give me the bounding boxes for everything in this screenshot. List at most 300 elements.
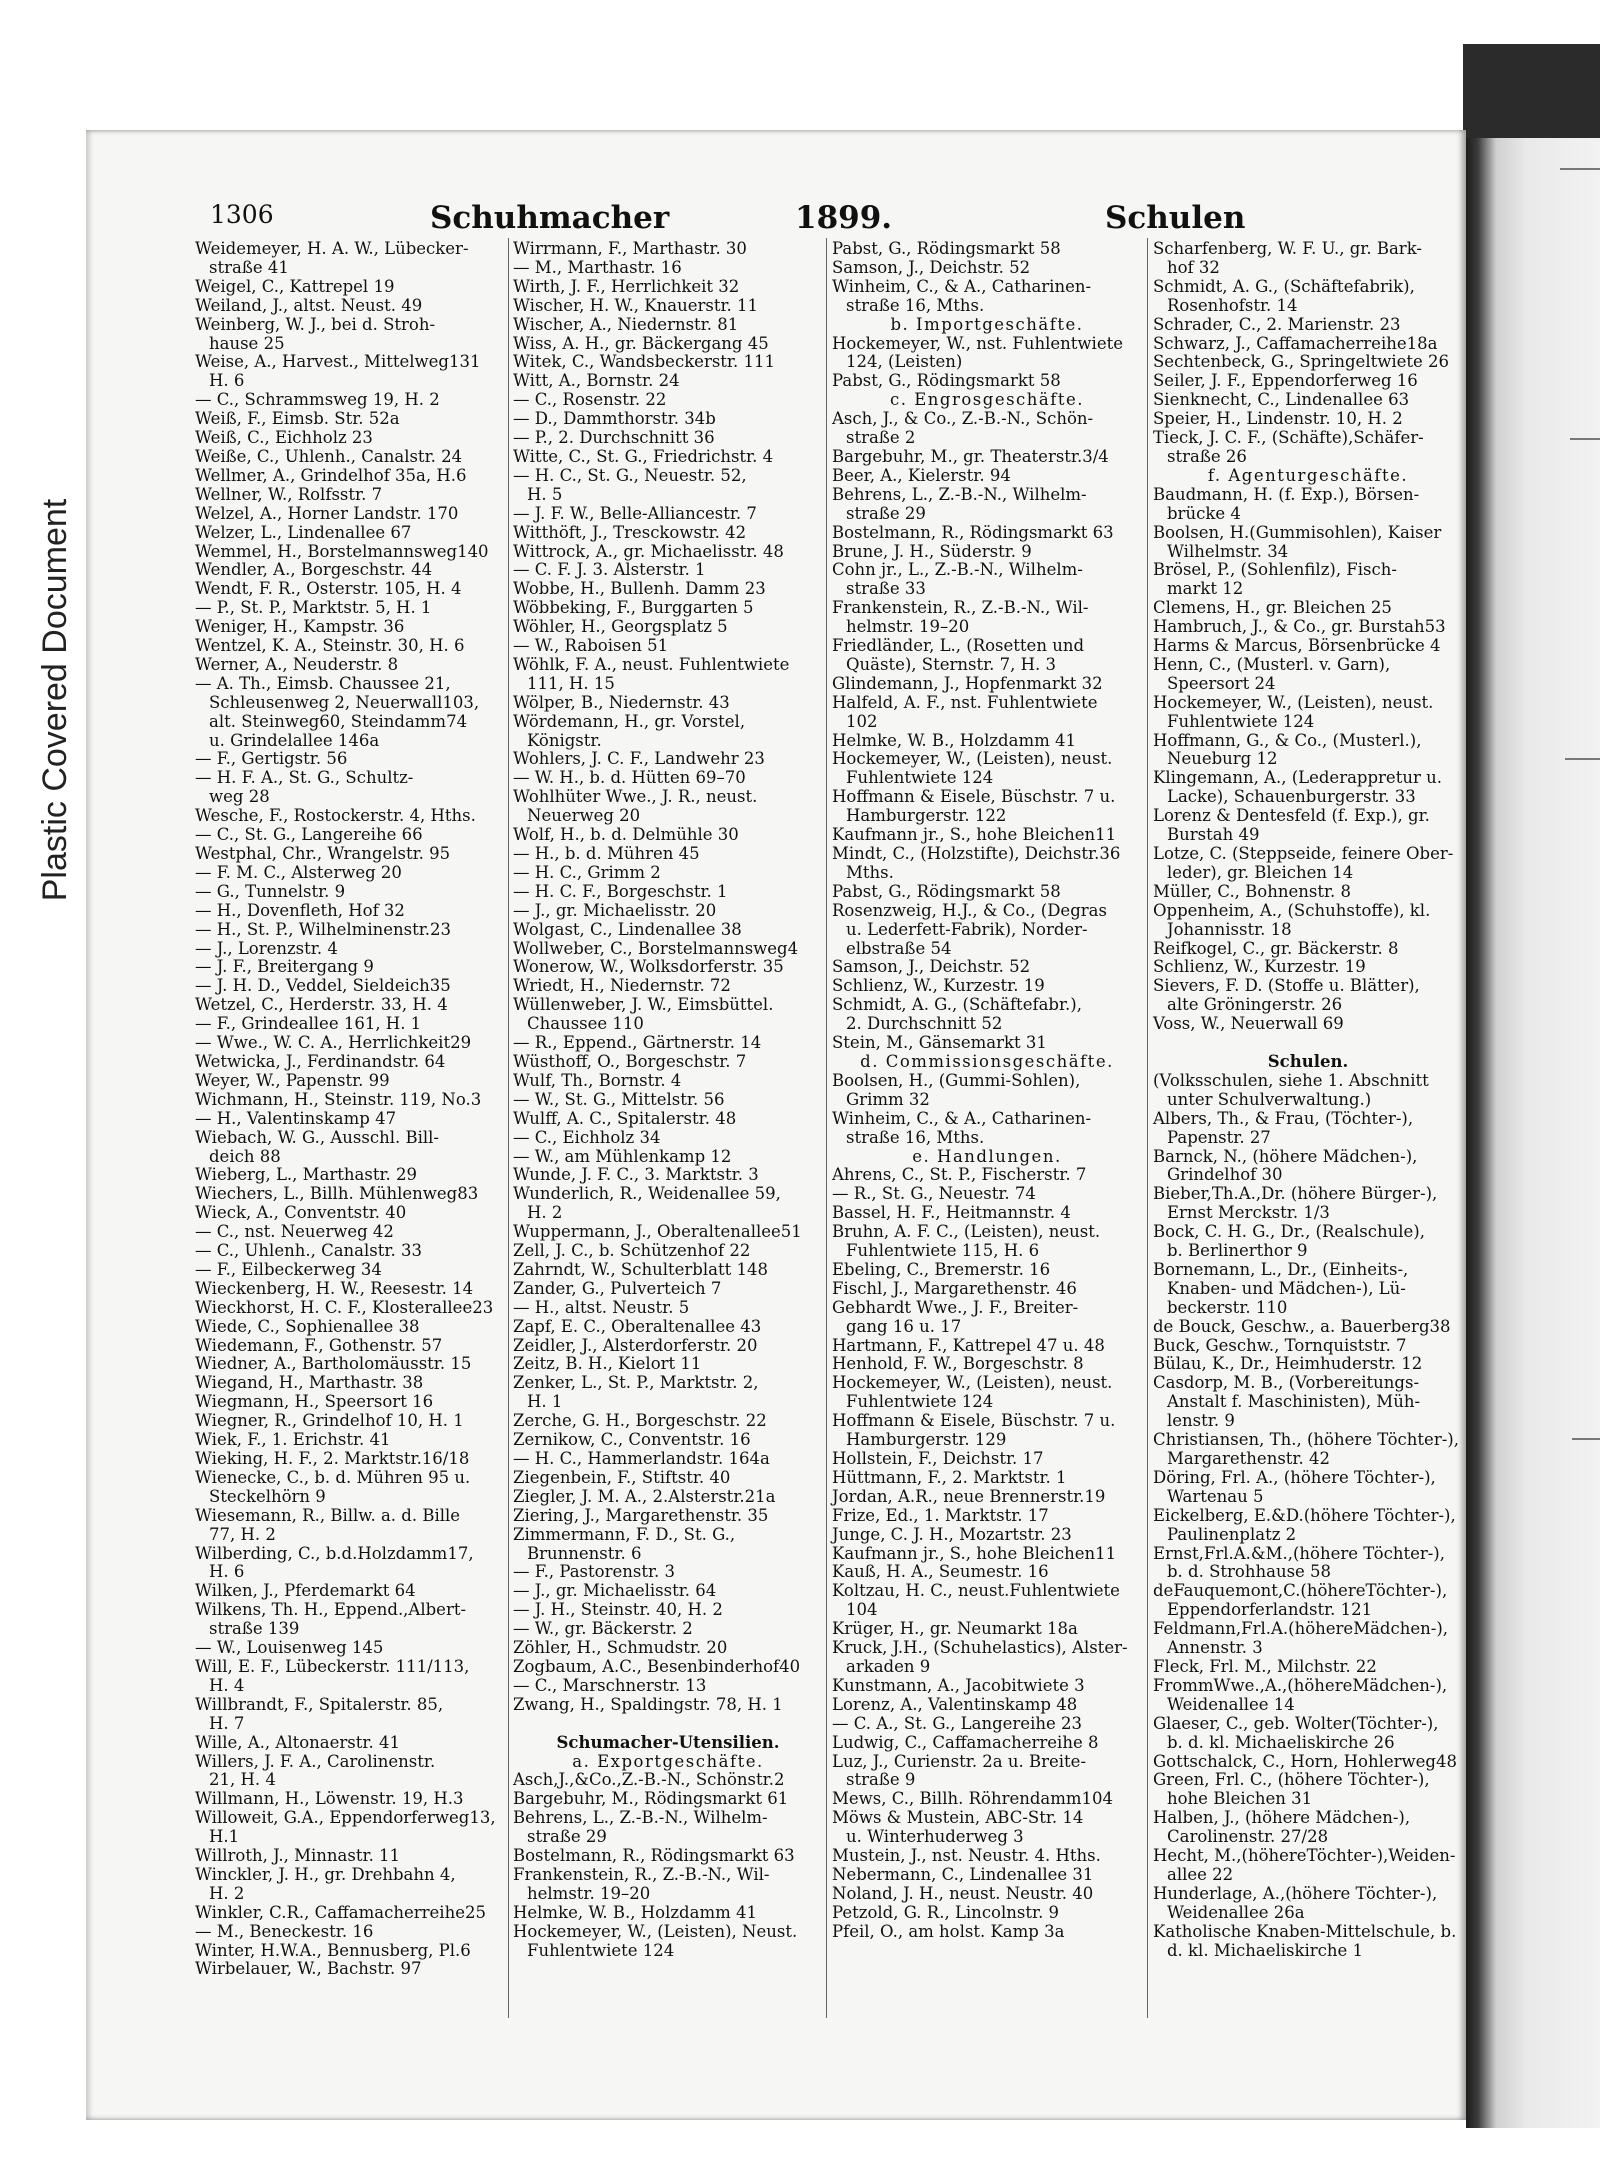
directory-entry-line: Beer, A., Kielerstr. 94 (832, 465, 1011, 485)
directory-entry-line: Halfeld, A. F., nst. Fuhlentwiete (832, 692, 1098, 712)
directory-entry-line: Harms & Marcus, Börsenbrücke 4 (1153, 636, 1441, 656)
spacer (513, 1715, 823, 1734)
directory-entry-line: alt. Steinweg60, Steindamm74 (209, 711, 468, 731)
directory-entry-line: Hunderlage, A.,(höhere Töchter-), (1153, 1883, 1438, 1903)
directory-entry-line: Bargebuhr, M., Rödingsmarkt 61 (513, 1789, 789, 1809)
directory-entry-line: — M., Marthastr. 16 (513, 257, 682, 277)
directory-entry-line: Wellner, W., Rolfsstr. 7 (195, 484, 383, 504)
directory-entry-line: Willmann, H., Löwenstr. 19, H.3 (195, 1789, 464, 1809)
directory-entry-line: straße 29 (527, 1827, 607, 1847)
directory-entry-line: Ludwig, C., Caffamacherreihe 8 (832, 1732, 1099, 1752)
directory-entry-line: Wüsthoff, O., Borgeschstr. 7 (513, 1051, 747, 1071)
directory-entry-line: Fuhlentwiete 124 (846, 1392, 994, 1412)
directory-entry-line: 124, (Leisten) (846, 352, 963, 372)
directory-entry-line: Witte, C., St. G., Friedrichstr. 4 (513, 446, 774, 466)
directory-entry-line: Kruck, J.H., (Schuhelastics), Alster- (832, 1638, 1128, 1658)
directory-entry-line: Wirbelauer, W., Bachstr. 97 (195, 1959, 422, 1979)
directory-entry-line: Weinberg, W. J., bei d. Stroh- (195, 314, 436, 334)
directory-entry-line: Witek, C., Wandsbeckerstr. 111 (513, 352, 775, 372)
directory-entry-line: Chaussee 110 (527, 1014, 644, 1034)
directory-entry-line: Johannisstr. 18 (1167, 919, 1292, 939)
directory-entry-line: — G., Tunnelstr. 9 (195, 881, 346, 901)
directory-entry-line: Zell, J. C., b. Schützenhof 22 (513, 1241, 751, 1261)
directory-entry-line: Feldmann,Frl.A.(höhereMädchen-), (1153, 1619, 1449, 1639)
directory-entry-line: Zernikow, C., Conventstr. 16 (513, 1430, 751, 1450)
directory-entry-line: Mustein, J., nst. Neustr. 4. Hths. (832, 1846, 1101, 1866)
directory-entry-line: Wüllenweber, J. W., Eimsbüttel. (513, 995, 774, 1015)
directory-entry-line: Zenker, L., St. P., Marktstr. 2, (513, 1373, 759, 1393)
directory-entry-line: 2. Durchschnitt 52 (846, 1014, 1003, 1034)
directory-entry-line: — H. C., Hammerlandstr. 164a (513, 1449, 770, 1468)
directory-entry-line: Hockemeyer, W., (Leisten), neust. (832, 749, 1113, 769)
directory-entry-line: Schwarz, J., Caffamacherreihe18a (1153, 333, 1438, 353)
directory-entry-line: Hockemeyer, W., (Leisten), Neust. (513, 1921, 798, 1941)
directory-entry-line: Wiechers, L., Billh. Mühlenweg83 (195, 1184, 479, 1204)
scan-left-margin (0, 48, 86, 2177)
directory-entry-line: Mths. (846, 862, 894, 882)
directory-entry-line: Zöhler, H., Schmudstr. 20 (513, 1638, 728, 1658)
directory-entry-line: Wobbe, H., Bullenh. Damm 23 (513, 579, 766, 599)
directory-entry-line: Weidemeyer, H. A. W., Lübecker- (195, 239, 469, 258)
directory-entry-line: Glaeser, C., geb. Wolter(Töchter-), (1153, 1713, 1439, 1733)
directory-entry-line: u. Winterhuderweg 3 (846, 1827, 1024, 1847)
directory-entry-line: Wiegand, H., Marthastr. 38 (195, 1373, 424, 1393)
directory-entry-line: — W., Louisenweg 145 (195, 1638, 384, 1658)
next-page-edge-line (1572, 1438, 1600, 1440)
directory-entry-line: FrommWwe.,A.,(höhereMädchen-), (1153, 1675, 1448, 1695)
subsection-heading: b. Importgeschäfte. (890, 314, 1084, 334)
directory-entry-line: Wolgast, C., Lindenallee 38 (513, 919, 742, 939)
directory-entry-line: Mews, C., Billh. Röhrendamm104 (832, 1789, 1114, 1809)
directory-entry-line: Behrens, L., Z.-B.-N., Wilhelm- (513, 1808, 768, 1828)
directory-entry-line: Winheim, C., & A., Catharinen- (832, 276, 1092, 296)
directory-entry-line: Fuhlentwiete 124 (846, 768, 994, 788)
directory-entry-line: — R., St. G., Neuestr. 74 (832, 1184, 1036, 1204)
directory-entry-line: Hockemeyer, W., nst. Fuhlentwiete (832, 333, 1123, 353)
directory-entry-line: Wieckenberg, H. W., Reesestr. 14 (195, 1278, 474, 1298)
directory-entry-line: Scharfenberg, W. F. U., gr. Bark- (1153, 239, 1422, 258)
directory-entry-line: Fuhlentwiete 124 (1167, 711, 1315, 731)
directory-entry-line: — C., Eichholz 34 (513, 1127, 661, 1147)
directory-entry-line: — M., Beneckestr. 16 (195, 1921, 374, 1941)
directory-entry-line: gang 16 u. 17 (846, 1316, 962, 1336)
directory-entry-line: Wiegner, R., Grindelhof 10, H. 1 (195, 1411, 464, 1431)
directory-entry-line: Annenstr. 3 (1167, 1638, 1263, 1658)
directory-entry-line: Klingemann, A., (Lederappretur u. (1153, 768, 1442, 788)
directory-entry-line: Bargebuhr, M., gr. Theaterstr.3/4 (832, 446, 1109, 466)
directory-column-1 (195, 240, 505, 1979)
directory-entry-line: — H. F. A., St. G., Schultz- (195, 768, 414, 788)
directory-entry-line: Clemens, H., gr. Bleichen 25 (1153, 598, 1392, 618)
directory-entry-line: Brösel, P., (Sohlenfilz), Fisch- (1153, 560, 1397, 580)
directory-entry-line: Wulff, A. C., Spitalerstr. 48 (513, 1108, 737, 1128)
directory-entry-line: — H. C., St. G., Neuestr. 52, (513, 465, 747, 485)
directory-entry-line: Westphal, Chr., Wrangelstr. 95 (195, 844, 451, 863)
directory-entry-line: Boolsen, H., (Gummi-Sohlen), (832, 1070, 1081, 1090)
directory-entry-line: Hartmann, F., Kattrepel 47 u. 48 (832, 1335, 1105, 1355)
directory-entry-line: Welzel, A., Horner Landstr. 170 (195, 503, 459, 523)
directory-entry-line: hause 25 (209, 333, 285, 353)
directory-entry-line: — F. M. C., Alsterweg 20 (195, 862, 402, 882)
directory-entry-line: Wille, A., Altonaerstr. 41 (195, 1732, 400, 1752)
directory-column-2 (513, 240, 823, 1960)
directory-entry-line: weg 28 (209, 787, 270, 807)
directory-entry-line: Werner, A., Neuderstr. 8 (195, 654, 399, 674)
directory-entry-line: Neuerweg 20 (527, 806, 641, 826)
directory-entry-line: Sienknecht, C., Lindenallee 63 (1153, 390, 1410, 410)
directory-entry-line: — W., Raboisen 51 (513, 636, 669, 656)
directory-entry-line: — Wwe., W. C. A., Herrlichkeit29 (195, 1033, 472, 1053)
directory-entry-line: straße 16, Mths. (846, 1127, 985, 1147)
directory-entry-line: Fuhlentwiete 115, H. 6 (846, 1241, 1040, 1261)
directory-entry-line: Wunde, J. F. C., 3. Marktstr. 3 (513, 1165, 759, 1185)
directory-entry-line: Eickelberg, E.&D.(höhere Töchter-), (1153, 1505, 1456, 1525)
directory-entry-line: Wonerow, W., Wolksdorferstr. 35 (513, 957, 784, 977)
directory-entry-line: Asch, J., & Co., Z.-B.-N., Schön- (832, 409, 1094, 429)
directory-entry-line: Weidenallee 26a (1167, 1902, 1305, 1922)
directory-entry-line: Ziegenbein, F., Stiftstr. 40 (513, 1467, 731, 1487)
directory-entry-line: Pabst, G., Rödingsmarkt 58 (832, 881, 1061, 901)
directory-entry-line: 77, H. 2 (209, 1524, 276, 1544)
directory-entry-line: Weniger, H., Kampstr. 36 (195, 617, 405, 637)
directory-entry-line: — C. F. J. 3. Alsterstr. 1 (513, 560, 706, 580)
directory-entry-line: straße 9 (846, 1770, 916, 1790)
directory-entry-line: Krüger, H., gr. Neumarkt 18a (832, 1619, 1078, 1639)
directory-entry-line: Wohlhüter Wwe., J. R., neust. (513, 787, 758, 807)
directory-entry-line: lenstr. 9 (1167, 1411, 1235, 1431)
directory-entry-line: Schmidt, A. G., (Schäftefabrik), (1153, 276, 1415, 296)
directory-entry-line: Bock, C. H. G., Dr., (Realschule), (1153, 1222, 1425, 1242)
directory-entry-line: Hambruch, J., & Co., gr. Burstah53 (1153, 617, 1446, 637)
directory-entry-line: Helmke, W. B., Holzdamm 41 (513, 1902, 757, 1922)
directory-entry-line: H. 2 (209, 1883, 245, 1903)
directory-entry-line: Wilberding, C., b.d.Holzdamm17, (195, 1543, 474, 1563)
directory-entry-line: Hamburgerstr. 129 (846, 1430, 1007, 1450)
directory-entry-line: Ebeling, C., Bremerstr. 16 (832, 1259, 1051, 1279)
directory-entry-line: Koltzau, H. C., neust.Fuhlentwiete (832, 1581, 1120, 1601)
directory-entry-line: Fleck, Frl. M., Milchstr. 22 (1153, 1656, 1377, 1676)
directory-entry-line: b. d. Strohhause 58 (1167, 1562, 1332, 1582)
directory-column-3 (832, 240, 1142, 1942)
directory-entry-line: Helmke, W. B., Holzdamm 41 (832, 730, 1076, 750)
directory-entry-line: Zimmermann, F. D., St. G., (513, 1524, 736, 1544)
directory-entry-line: — H. C. F., Borgeschstr. 1 (513, 881, 728, 901)
directory-entry-line: Pabst, G., Rödingsmarkt 58 (832, 239, 1061, 258)
directory-entry-line: Schlienz, W., Kurzestr. 19 (1153, 957, 1366, 977)
directory-entry-line: Wieckhorst, H. C. F., Klosterallee23 (195, 1297, 494, 1317)
directory-entry-line: H. 4 (209, 1675, 245, 1695)
directory-entry-line: Wilhelmstr. 34 (1167, 541, 1289, 561)
directory-entry-line: Gottschalck, C., Horn, Hohlerweg48 (1153, 1751, 1457, 1771)
running-header (210, 200, 1246, 240)
directory-entry-line: Margarethenstr. 42 (1167, 1449, 1330, 1468)
directory-entry-line: — J., Lorenzstr. 4 (195, 938, 338, 958)
directory-entry-line: Weiße, C., Uhlenh., Canalstr. 24 (195, 446, 463, 466)
directory-entry-line: Bieber,Th.A.,Dr. (höhere Bürger-), (1153, 1184, 1438, 1204)
directory-entry-line: Welzer, L., Lindenallee 67 (195, 522, 412, 542)
directory-entry-line: — F., Gertigstr. 56 (195, 749, 348, 769)
directory-entry-line: Brunnenstr. 6 (527, 1543, 642, 1563)
directory-entry-line: Hecht, M.,(höhereTöchter-),Weiden- (1153, 1846, 1456, 1866)
directory-entry-line: Halben, J., (höhere Mädchen-), (1153, 1808, 1411, 1828)
directory-entry-line: Winheim, C., & A., Catharinen- (832, 1108, 1092, 1128)
directory-entry-line: Wichmann, H., Steinstr. 119, No.3 (195, 1089, 482, 1109)
directory-entry-line: Bornemann, L., Dr., (Einheits-, (1153, 1259, 1409, 1279)
directory-entry-line: Sechtenbeck, G., Springeltwiete 26 (1153, 352, 1450, 372)
directory-entry-line: Wriedt, H., Niedernstr. 72 (513, 976, 731, 996)
directory-entry-line: Samson, J., Deichstr. 52 (832, 257, 1031, 277)
directory-entry-line: allee 22 (1167, 1864, 1234, 1884)
directory-entry-line: — C., Schrammsweg 19, H. 2 (195, 390, 440, 410)
directory-entry-line: — J. F., Breitergang 9 (195, 957, 374, 977)
directory-entry-line: Pabst, G., Rödingsmarkt 58 (832, 371, 1061, 391)
directory-entry-line: Hoffmann & Eisele, Büschstr. 7 u. (832, 787, 1116, 807)
directory-entry-line: Ernst Merckstr. 1/3 (1167, 1203, 1330, 1223)
directory-entry-line: Tieck, J. C. F., (Schäfte),Schäfer- (1153, 428, 1424, 448)
directory-entry-line: Ziegler, J. M. A., 2.Alsterstr.21a (513, 1486, 776, 1506)
directory-entry-line: Witt, A., Bornstr. 24 (513, 371, 680, 391)
directory-entry-line: Will, E. F., Lübeckerstr. 111/113, (195, 1656, 470, 1676)
directory-entry-line: Wiesemann, R., Billw. a. d. Bille (195, 1505, 461, 1525)
directory-entry-line: — C., nst. Neuerweg 42 (195, 1222, 394, 1242)
directory-entry-line: leder), gr. Bleichen 14 (1167, 862, 1354, 882)
directory-entry-line: helmstr. 19–20 (846, 617, 970, 637)
directory-entry-line: Willers, J. F. A., Carolinenstr. (195, 1751, 436, 1771)
directory-entry-line: 104 (846, 1600, 878, 1620)
directory-entry-line: Junge, C. J. H., Mozartstr. 23 (832, 1524, 1072, 1544)
directory-entry-line: deFauquemont,C.(höhereTöchter-), (1153, 1581, 1448, 1601)
directory-entry-line: Ziering, J., Margarethenstr. 35 (513, 1505, 769, 1525)
directory-entry-line: — H., Dovenfleth, Hof 32 (195, 900, 405, 920)
directory-entry-line: Zahrndt, W., Schulterblatt 148 (513, 1259, 768, 1279)
directory-entry-line: Wischer, H. W., Knauerstr. 11 (513, 295, 759, 315)
directory-entry-line: b. Berlinerthor 9 (1167, 1241, 1308, 1261)
directory-entry-line: Wirrmann, F., Marthastr. 30 (513, 239, 747, 258)
directory-entry-line: Willroth, J., Minnastr. 11 (195, 1846, 401, 1866)
directory-entry-line: Wieberg, L., Marthastr. 29 (195, 1165, 418, 1185)
directory-entry-line: Wendt, F. R., Osterstr. 105, H. 4 (195, 579, 462, 599)
directory-entry-line: Speier, H., Lindenstr. 10, H. 2 (1153, 409, 1403, 429)
directory-entry-line: Ernst,Frl.A.&M.,(höhere Töchter-), (1153, 1543, 1445, 1563)
directory-entry-line: Hoffmann & Eisele, Büschstr. 7 u. (832, 1411, 1116, 1431)
directory-entry-line: Nebermann, C., Lindenallee 31 (832, 1864, 1094, 1884)
directory-entry-line: Wemmel, H., Borstelmannsweg140 (195, 541, 489, 561)
directory-entry-line: Witthöft, J., Tresckowstr. 42 (513, 522, 747, 542)
directory-entry-line: Wienecke, C., b. d. Mühren 95 u. (195, 1467, 471, 1487)
directory-entry-line: H.1 (209, 1827, 240, 1847)
directory-entry-line: Asch,J.,&Co.,Z.-B.-N., Schönstr.2 (513, 1770, 785, 1790)
directory-entry-line: Henn, C., (Musterl. v. Garn), (1153, 654, 1391, 674)
directory-entry-line: Winkler, C.R., Caffamacherreihe25 (195, 1902, 486, 1922)
subsection-heading: c. Engrosgeschäfte. (890, 390, 1084, 410)
directory-entry-line: Wilken, J., Pferdemarkt 64 (195, 1581, 416, 1601)
directory-entry-line: 21, H. 4 (209, 1770, 276, 1790)
directory-entry-line: Wöbbeking, F., Burggarten 5 (513, 598, 754, 618)
directory-entry-line: Speersort 24 (1167, 673, 1276, 693)
directory-entry-line: Schrader, C., 2. Marienstr. 23 (1153, 314, 1401, 334)
book-gutter (1466, 138, 1600, 2128)
directory-entry-line: Cohn jr., L., Z.-B.-N., Wilhelm- (832, 560, 1083, 580)
directory-entry-line: Müller, C., Bohnenstr. 8 (1153, 881, 1352, 901)
directory-entry-line: — W., am Mühlenkamp 12 (513, 1146, 732, 1166)
directory-entry-line: Weyer, W., Papenstr. 99 (195, 1070, 390, 1090)
directory-column-4 (1153, 240, 1463, 1960)
directory-entry-line: H. 7 (209, 1713, 245, 1733)
directory-entry-line: Wiedemann, F., Gothenstr. 57 (195, 1335, 443, 1355)
directory-entry-line: Wischer, A., Niedernstr. 81 (513, 314, 739, 334)
directory-entry-line: Sievers, F. D. (Stoffe u. Blätter), (1153, 976, 1420, 996)
directory-entry-line: — J., gr. Michaelisstr. 64 (513, 1581, 717, 1601)
directory-entry-line: Wiedner, A., Bartholomäusstr. 15 (195, 1354, 472, 1374)
directory-entry-line: Grindelhof 30 (1167, 1165, 1283, 1185)
directory-entry-line: Weiß, C., Eichholz 23 (195, 428, 373, 448)
next-page-edge-line (1570, 438, 1600, 440)
directory-entry-line: Wieking, H. F., 2. Marktstr.16/18 (195, 1449, 470, 1468)
header-left-title: Schuhmacher (430, 200, 670, 236)
directory-entry-line: Luz, J., Curienstr. 2a u. Breite- (832, 1751, 1087, 1771)
directory-entry-line: Bostelmann, R., Rödingsmarkt 63 (832, 522, 1114, 542)
directory-entry-line: Schleusenweg 2, Neuerwall103, (209, 692, 480, 712)
directory-entry-line: Seiler, J. F., Eppendorferweg 16 (1153, 371, 1418, 391)
directory-entry-line: Frize, Ed., 1. Marktstr. 17 (832, 1505, 1049, 1525)
directory-entry-line: Katholische Knaben-Mittelschule, b. (1153, 1921, 1457, 1941)
directory-entry-line: — W. H., b. d. Hütten 69–70 (513, 768, 746, 788)
directory-entry-line: Petzold, G. R., Lincolnstr. 9 (832, 1902, 1060, 1922)
directory-entry-line: Wulf, Th., Bornstr. 4 (513, 1070, 682, 1090)
directory-entry-line: — J. F. W., Belle-Alliancestr. 7 (513, 503, 757, 523)
directory-entry-line: straße 26 (1167, 446, 1247, 466)
directory-entry-line: Willbrandt, F., Spitalerstr. 85, (195, 1694, 444, 1714)
directory-entry-line: Zeitz, B. H., Kielort 11 (513, 1354, 702, 1374)
directory-entry-line: Wilkens, Th. H., Eppend.,Albert- (195, 1600, 467, 1620)
directory-entry-line: Zogbaum, A.C., Besenbinderhof40 (513, 1656, 801, 1676)
directory-entry-line: Carolinenstr. 27/28 (1167, 1827, 1329, 1847)
directory-entry-line: Weiland, J., altst. Neust. 49 (195, 295, 423, 315)
directory-entry-line: straße 2 (846, 428, 916, 448)
directory-entry-line: Samson, J., Deichstr. 52 (832, 957, 1031, 977)
directory-entry-line: Wöhler, H., Georgsplatz 5 (513, 617, 728, 637)
directory-entry-line: b. d. kl. Michaeliskirche 26 (1167, 1732, 1395, 1752)
page-number: 1306 (210, 200, 274, 229)
directory-entry-line: Weise, A., Harvest., Mittelweg131 (195, 352, 481, 372)
directory-entry-line: Wölper, B., Niedernstr. 43 (513, 692, 730, 712)
directory-entry-line: Hüttmann, F., 2. Marktstr. 1 (832, 1467, 1067, 1487)
directory-entry-line: helmstr. 19–20 (527, 1883, 651, 1903)
header-year: 1899. (795, 200, 893, 236)
directory-entry-line: 102 (846, 711, 878, 731)
directory-entry-line: Neueburg 12 (1167, 749, 1278, 769)
directory-entry-line: Zander, G., Pulverteich 7 (513, 1278, 722, 1298)
directory-entry-line: Wuppermann, J., Oberaltenallee51 (513, 1222, 802, 1242)
directory-entry-line: Christiansen, Th., (höhere Töchter-), (1153, 1430, 1459, 1450)
directory-entry-line: Hockemeyer, W., (Leisten), neust. (1153, 692, 1434, 712)
directory-entry-line: Wartenau 5 (1167, 1486, 1264, 1506)
directory-entry-line: Wittrock, A., gr. Michaelisstr. 48 (513, 541, 784, 561)
directory-entry-line: Hamburgerstr. 122 (846, 806, 1007, 826)
next-page-edge-line (1565, 758, 1600, 760)
directory-entry-line: Wunderlich, R., Weidenallee 59, (513, 1184, 781, 1204)
directory-entry-line: Zwang, H., Spaldingstr. 78, H. 1 (513, 1694, 783, 1714)
directory-entry-line: — D., Dammthorstr. 34b (513, 409, 716, 429)
directory-entry-line: Hockemeyer, W., (Leisten), neust. (832, 1373, 1113, 1393)
directory-entry-line: H. 5 (527, 484, 563, 504)
directory-entry-line: Rosenzweig, H.J., & Co., (Degras (832, 900, 1107, 920)
directory-entry-line: Winter, H.W.A., Bennusberg, Pl.6 (195, 1940, 471, 1960)
directory-entry-line: straße 29 (846, 503, 926, 523)
directory-entry-line: — F., Grindeallee 161, H. 1 (195, 1014, 422, 1034)
directory-entry-line: u. Lederfett-Fabrik), Norder- (846, 919, 1088, 939)
directory-entry-line: Kauß, H. A., Seumestr. 16 (832, 1562, 1049, 1582)
directory-entry-line: Bülau, K., Dr., Heimhuderstr. 12 (1153, 1354, 1423, 1374)
directory-entry-line: hof 32 (1167, 257, 1220, 277)
directory-entry-line: Hoffmann, G., & Co., (Musterl.), (1153, 730, 1422, 750)
directory-entry-line: Voss, W., Neuerwall 69 (1153, 1014, 1344, 1034)
directory-entry-line: Friedländer, L., (Rosetten und (832, 636, 1085, 656)
directory-entry-line: — H., Valentinskamp 47 (195, 1108, 397, 1128)
scan-top-margin (0, 0, 1600, 48)
directory-entry-line: Winckler, J. H., gr. Drehbahn 4, (195, 1864, 456, 1884)
directory-entry-line: Glindemann, J., Hopfenmarkt 32 (832, 673, 1103, 693)
directory-entry-line: Fischl, J., Margarethenstr. 46 (832, 1278, 1077, 1298)
directory-entry-line: Anstalt f. Maschinisten), Müh- (1167, 1392, 1421, 1412)
directory-entry-line: Henhold, F. W., Borgeschstr. 8 (832, 1354, 1084, 1374)
directory-entry-line: — H. C., Grimm 2 (513, 862, 661, 882)
directory-entry-line: Mindt, C., (Holzstifte), Deichstr.36 (832, 844, 1121, 863)
directory-entry-line: Casdorp, M. B., (Vorbereitungs- (1153, 1373, 1420, 1393)
directory-entry-line: beckerstr. 110 (1167, 1297, 1288, 1317)
directory-entry-line: Baudmann, H. (f. Exp.), Börsen- (1153, 484, 1420, 504)
directory-entry-line: — J. H., Steinstr. 40, H. 2 (513, 1600, 723, 1620)
directory-entry-line: Green, Frl. C., (höhere Töchter-), (1153, 1770, 1430, 1790)
directory-entry-line: — C., St. G., Langereihe 66 (195, 825, 423, 845)
directory-entry-line: Wiede, C., Sophienallee 38 (195, 1316, 420, 1336)
next-page-edge-line (1560, 168, 1600, 170)
directory-entry-line: Boolsen, H.(Gummisohlen), Kaiser (1153, 522, 1442, 542)
directory-entry-line: straße 33 (846, 579, 926, 599)
directory-entry-line: — F., Eilbeckerweg 34 (195, 1259, 382, 1279)
directory-entry-line: Wieck, A., Conventstr. 40 (195, 1203, 407, 1223)
directory-entry-line: Quäste), Sternstr. 7, H. 3 (846, 654, 1057, 674)
column-rule (1147, 238, 1148, 2018)
directory-entry-line: straße 41 (209, 257, 289, 277)
directory-entry-line: Wollweber, C., Borstelmannsweg4 (513, 938, 799, 958)
directory-entry-line: Kunstmann, A., Jacobitwiete 3 (832, 1675, 1085, 1695)
directory-entry-line: Steckelhörn 9 (209, 1486, 326, 1506)
directory-entry-line: Fuhlentwiete 124 (527, 1940, 675, 1960)
directory-entry-line: Wiss, A. H., gr. Bäckergang 45 (513, 333, 769, 353)
directory-entry-line: — H., altst. Neustr. 5 (513, 1297, 690, 1317)
directory-entry-line: brücke 4 (1167, 503, 1241, 523)
header-right-title: Schulen (1105, 200, 1246, 236)
directory-entry-line: Wetwicka, J., Ferdinandstr. 64 (195, 1051, 446, 1071)
directory-entry-line: — R., Eppend., Gärtnerstr. 14 (513, 1033, 762, 1053)
directory-entry-line: — J., gr. Michaelisstr. 20 (513, 900, 717, 920)
directory-entry-line: — F., Pastorenstr. 3 (513, 1562, 676, 1582)
subsection-heading: a. Exportgeschäfte. (572, 1751, 764, 1771)
directory-entry-line: Wolf, H., b. d. Delmühle 30 (513, 825, 739, 845)
directory-entry-line: Wendler, A., Borgeschstr. 44 (195, 560, 433, 580)
directory-entry-line: Kaufmann jr., S., hohe Bleichen11 (832, 825, 1117, 845)
directory-entry-line: u. Grindelallee 146a (209, 730, 380, 750)
directory-entry-line: Wiebach, W. G., Ausschl. Bill- (195, 1127, 440, 1147)
directory-entry-line: markt 12 (1167, 579, 1244, 599)
directory-entry-line: Zerche, G. H., Borgeschstr. 22 (513, 1411, 767, 1431)
directory-entry-line: Wirth, J. F., Herrlichkeit 32 (513, 276, 740, 296)
directory-entry-line: H. 6 (209, 371, 245, 391)
subsection-heading: f. Agenturgeschäfte. (1207, 465, 1409, 485)
directory-entry-line: Wördemann, H., gr. Vorstel, (513, 711, 746, 731)
directory-entry-line: Behrens, L., Z.-B.-N., Wilhelm- (832, 484, 1087, 504)
